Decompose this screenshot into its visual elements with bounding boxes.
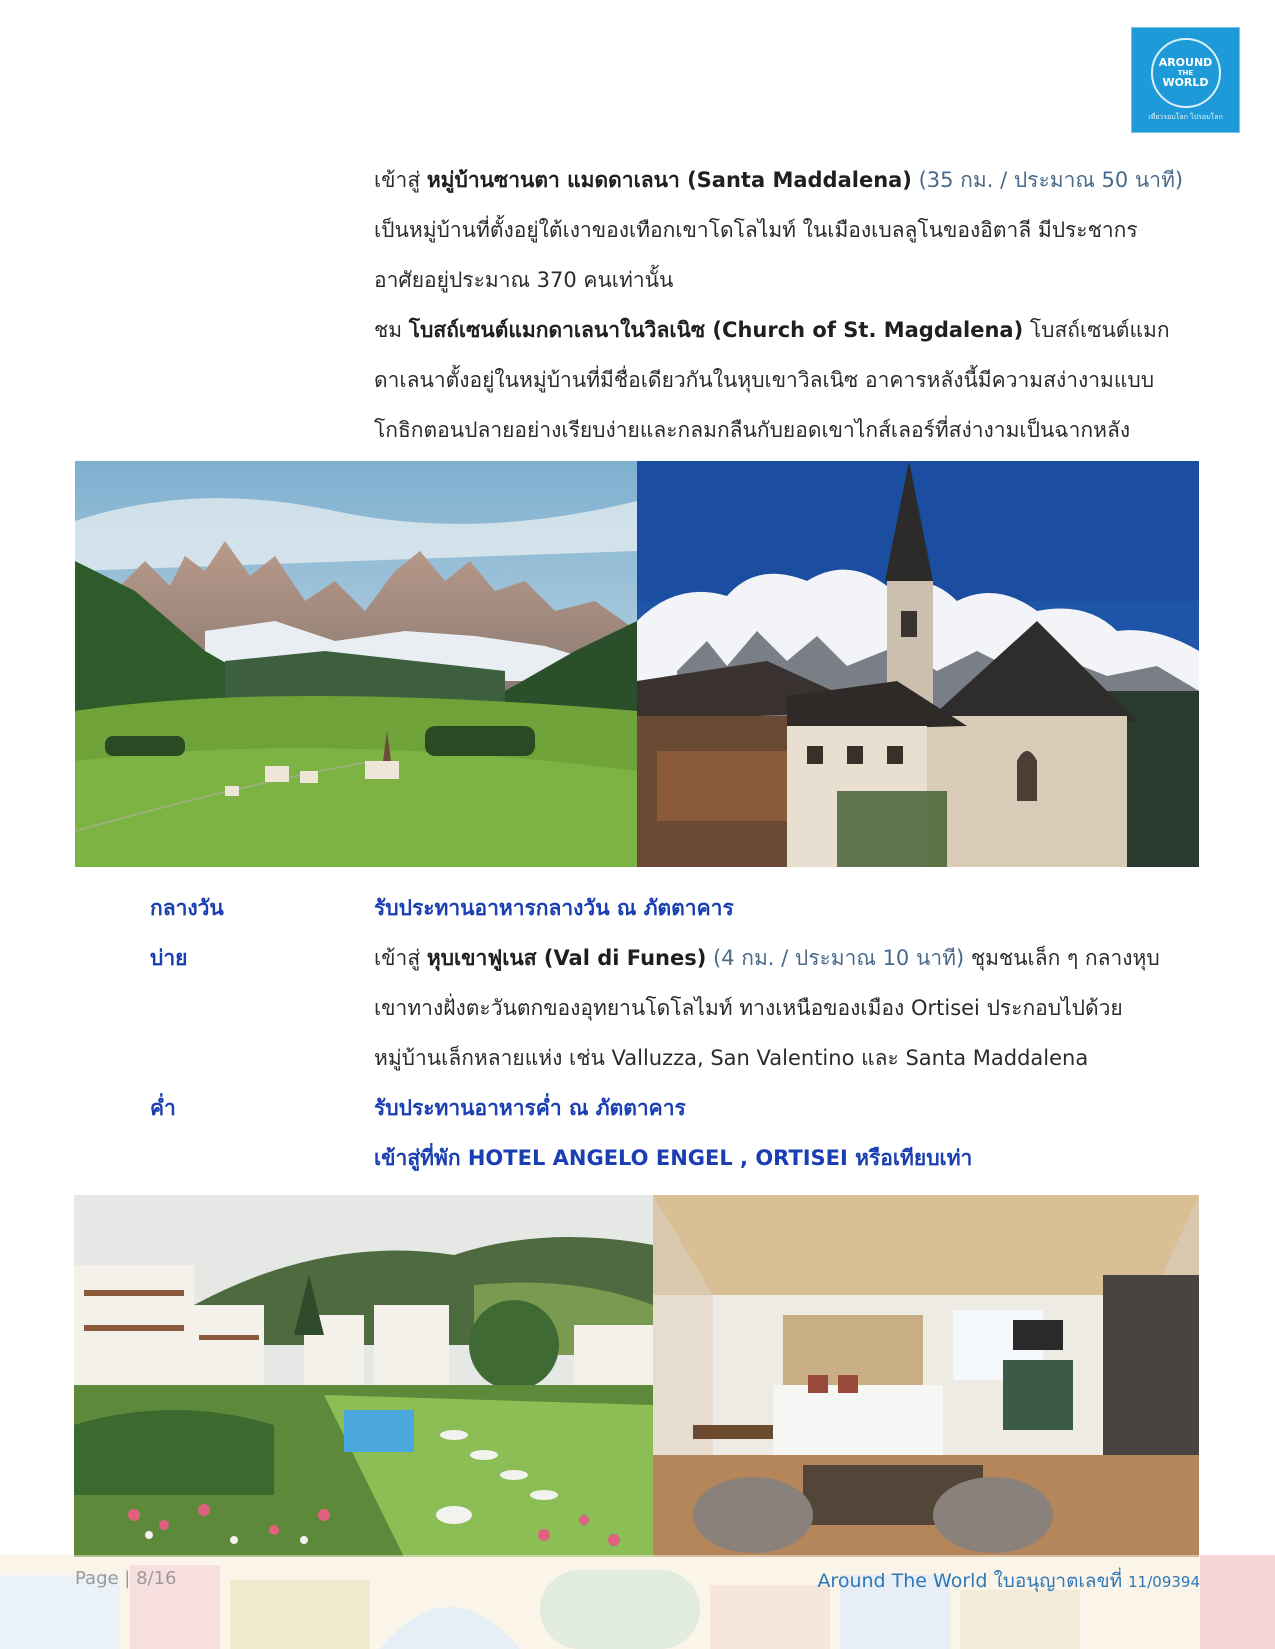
footer-company: Around The World ใบอนุญาตเลขที่ bbox=[817, 1570, 1129, 1592]
footer-license bbox=[817, 1566, 1200, 1596]
logo-tagline: เที่ยวรอบโลก ไปรอบโลก bbox=[1148, 112, 1223, 121]
logo-line-3: WORLD bbox=[1162, 75, 1209, 89]
valley-photo bbox=[75, 461, 637, 867]
intro-line-1 bbox=[374, 155, 1183, 205]
intro-p2-rest: โบสถ์เซนต์แมก bbox=[1023, 318, 1170, 342]
hotel-exterior-photo bbox=[74, 1195, 653, 1557]
church-photo bbox=[637, 461, 1199, 867]
intro-line-4 bbox=[374, 305, 1170, 355]
dinner-text: รับประทานอาหารค่ำ ณ ภัตตาคาร bbox=[374, 1096, 686, 1120]
intro-p1-note: (35 กม. / ประมาณ 50 นาที) bbox=[911, 168, 1184, 192]
intro-line-5: ดาเลนาตั้งอยู่ในหมู่บ้านที่มีชื่อเดียวกันในหุบเขาวิลเนิซ อาคารหลังนี้มีความสง่างามแบบ bbox=[374, 368, 1155, 392]
logo-line-2: THE bbox=[1177, 68, 1194, 77]
intro-line-6: โกธิกตอนปลายอย่างเรียบง่ายและกลมกลืนกับยอดเขาไกส์เลอร์ที่สง่างามเป็นฉากหลัง bbox=[374, 418, 1131, 442]
logo-line-1: AROUND bbox=[1158, 55, 1213, 69]
afternoon-bold: หุบเขาฟูเนส (Val di Funes) bbox=[426, 946, 707, 970]
lunch-text: รับประทานอาหารกลางวัน ณ ภัตตาคาร bbox=[374, 896, 734, 920]
intro-line-2: เป็นหมู่บ้านที่ตั้งอยู่ใต้เงาของเทือกเขาโดโลไมท์ ในเมืองเบลลูโนของอิตาลี มีประชากร bbox=[374, 218, 1138, 242]
page-number: Page | 8/16 bbox=[75, 1568, 177, 1589]
afternoon-line-2: เขาทางฝั่งตะวันตกของอุทยานโดโลไมท์ ทางเหนือของเมือง Ortisei ประกอบไปด้วย bbox=[374, 996, 1123, 1020]
dinner-label: ค่ำ bbox=[150, 1096, 176, 1120]
intro-p1-prefix: เข้าสู่ bbox=[374, 168, 427, 192]
afternoon-note: (4 กม. / ประมาณ 10 นาที) bbox=[706, 946, 965, 970]
intro-p1-bold: หมู่บ้านซานตา แมดดาเลนา (Santa Maddalena) bbox=[426, 168, 912, 192]
afternoon-prefix: เข้าสู่ bbox=[374, 946, 427, 970]
lunch-label: กลางวัน bbox=[150, 896, 224, 920]
intro-line-3: อาศัยอยู่ประมาณ 370 คนเท่านั้น bbox=[374, 268, 674, 292]
company-logo bbox=[1131, 27, 1240, 133]
hotel-text: เข้าสู่ที่พัก HOTEL ANGELO ENGEL , ORTISEI หรือเทียบเท่า bbox=[374, 1146, 973, 1170]
intro-p2-bold: โบสถ์เซนต์แมกดาเลนาในวิลเนิซ (Church of St. Magdalena) bbox=[408, 318, 1024, 342]
afternoon-line-1 bbox=[374, 933, 1160, 983]
footer-license-number: 11/09394 bbox=[1128, 1573, 1200, 1591]
globe-icon bbox=[1151, 38, 1221, 108]
hotel-room-photo bbox=[653, 1195, 1199, 1557]
intro-p2-prefix: ชม bbox=[374, 318, 409, 342]
afternoon-label: บ่าย bbox=[150, 946, 188, 970]
afternoon-line-3: หมู่บ้านเล็กหลายแห่ง เช่น Valluzza, San Valentino และ Santa Maddalena bbox=[374, 1046, 1089, 1070]
afternoon-rest: ชุมชนเล็ก ๆ กลางหุบ bbox=[964, 946, 1160, 970]
